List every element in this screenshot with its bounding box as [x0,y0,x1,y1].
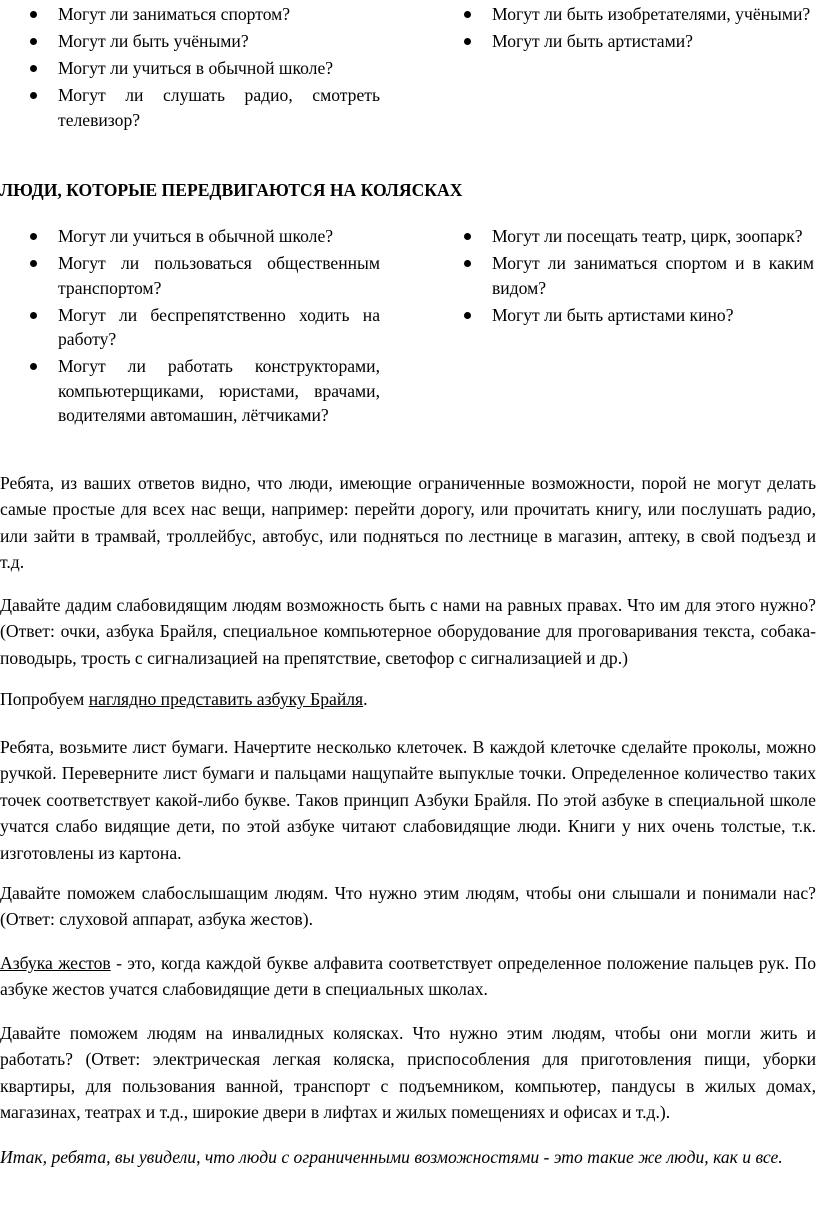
question-list-1-left [28,2,380,135]
bullet-icon [30,65,37,72]
list-item-text: Могут ли быть изобретателями, учёными? [492,4,811,24]
bullet-icon [464,38,471,45]
list-item [462,224,814,249]
braille-link[interactable]: наглядно представить азбуку Брайля [88,689,364,709]
paragraph-visually-impaired: Давайте дадим слабовидящим людям возможность быть с нами на равных правах. Что им для этого нужно? (Ответ: очки, азбука Брайля, специальное компьютерное оборудование для проговаривания текста, собака-поводырь, трость с сигнализацией на препятствие, светофор с сигнализацией и др.) [0,595,816,668]
list-item-text: Могут ли беспрепятственно ходить на работу? [58,304,380,349]
bullet-icon [30,11,37,18]
list-item-text: Могут ли слушать радио, смотреть телевизор? [58,85,380,130]
list-item [28,56,380,81]
sign-language-link[interactable]: Азбука жестов [0,953,111,973]
list-item-text: Могут ли работать конструкторами, компьютерщиками, юристами, врачами, водителями автомашин, лётчиками? [58,356,380,425]
paragraph-hearing-impaired: Давайте поможем слабослышащим людям. Что нужно этим людям, чтобы они слышали и понимали нас? (Ответ: слуховой аппарат, азбука жестов). [0,883,816,930]
paragraph-conclusion: Итак, ребята, вы увидели, что люди с ограниченными возможностями - это такие же люди, как и все. [0,1147,783,1167]
question-list-2-left [28,224,380,430]
list-item [462,29,814,54]
list-item [28,29,380,54]
bullet-icon [30,92,37,99]
bullet-icon [464,233,471,240]
bullet-icon [464,11,471,18]
bullet-icon [30,312,37,319]
paragraph-sign-language [0,950,816,1003]
question-list-2-right [462,224,814,330]
list-item [462,2,814,27]
list-item [28,354,380,428]
list-item [28,303,380,352]
list-item-text: Могут ли посещать театр, цирк, зоопарк? [492,226,803,246]
paragraph-wheelchair: Давайте поможем людям на инвалидных колясках. Что нужно этим людям, чтобы они могли жить и работать? (Ответ: электрическая легкая коляска, приспособления для приготовления пищи, уборки квартиры, для пользования ванной, транспорт с подъемником, компьютер, пандусы в жилых домах, магазинах, театрах и т.д., широкие двери в лифтах и жилых помещениях и офисах и т.д.). [0,1023,816,1123]
paragraph-braille-exercise: Ребята, возьмите лист бумаги. Начертите несколько клеточек. В каждой клеточке сделайте проколы, можно ручкой. Переверните лист бумаги и пальцами нащупайте выпуклые точки. Определенное количество таких точек соответствует какой-либо букве. Таков принцип Азбуки Брайля. По этой азбуке в специальной школе учатся слабо видящие дети, по этой азбуке читают слабовидящие люди. Книги у них очень толстые, т.к. изготовлены из картона. [0,737,816,863]
list-item [28,83,380,132]
list-item-text: Могут ли быть артистами кино? [492,304,734,325]
paragraph-text: Попробуем [0,689,89,709]
list-item [28,2,380,27]
bullet-icon [30,363,37,370]
paragraph-text: - это, когда каждой букве алфавита соответствует определенное положение пальцев рук. По азбуке жестов учатся слабовидящие дети в специальных школах. [0,953,816,1000]
question-list-1-right [462,2,814,56]
list-item-text: Могут ли быть артистами? [492,31,693,51]
bullet-icon [30,38,37,45]
list-item [462,303,814,328]
list-item-text: Могут ли учиться в обычной школе? [58,226,334,246]
bullet-icon [464,312,471,319]
bullet-icon [30,260,37,267]
list-item-text: Могут ли заниматься спортом и в каким видом? [492,253,814,298]
bullet-icon [464,260,471,267]
list-item [462,251,814,300]
bullet-icon [30,233,37,240]
section-heading: ЛЮДИ, КОТОРЫЕ ПЕРЕДВИГАЮТСЯ НА КОЛЯСКАХ [0,180,463,200]
list-item [28,224,380,249]
list-item-text: Могут ли заниматься спортом? [58,4,291,24]
list-item [28,251,380,300]
paragraph-braille-intro [0,686,816,712]
paragraph-text: . [363,689,368,709]
list-item-text: Могут ли учиться в обычной школе? [58,58,334,78]
list-item-text: Могут ли быть учёными? [58,31,249,51]
list-item-text: Могут ли пользоваться общественным транспортом? [58,253,380,298]
paragraph-limited-abilities: Ребята, из ваших ответов видно, что люди, имеющие ограниченные возможности, порой не могут делать самые простые для всех нас вещи, например: перейти дорогу, или прочитать книгу, или послушать радио, или зайти в трамвай, троллейбус, автобус, или подняться по лестнице в магазин, аптеку, в свой подъезд и т.д. [0,473,816,573]
